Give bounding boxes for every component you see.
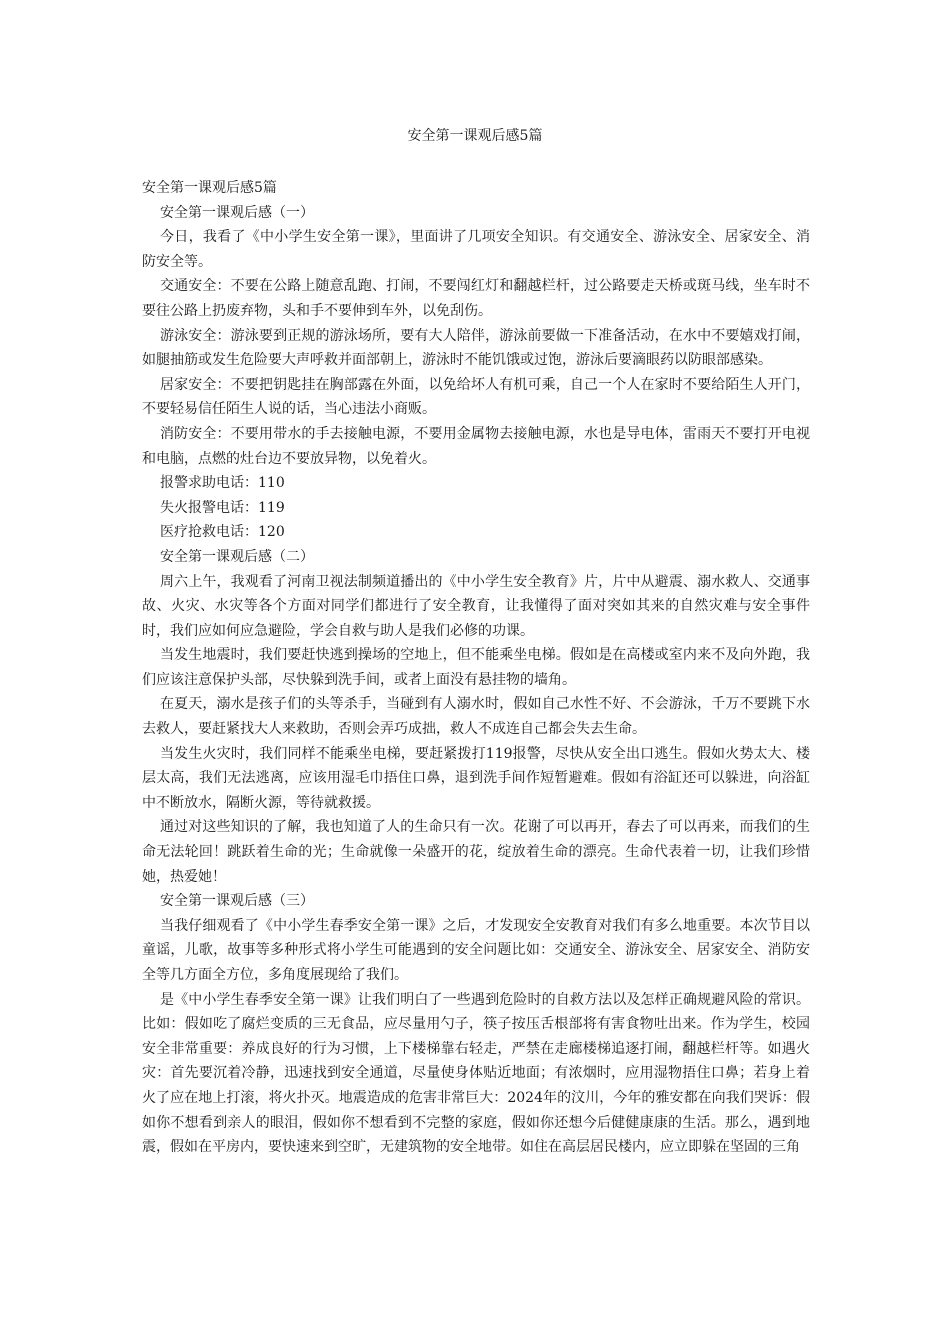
paragraph: 安全第一课观后感（一） <box>160 204 314 221</box>
paragraph: 消防安全：不要用带水的手去接触电源，不要用金属物去接触电源，水也是导电体，雷雨天不要打开电视和电脑，点燃的灶台边不要放异物，以免着火。 <box>142 425 810 467</box>
paragraph: 在夏天，溺水是孩子们的头等杀手，当碰到有人溺水时，假如自己水性不好、不会游泳，千万不要跳下水去救人，要赶紧找大人来救助，否则会弄巧成拙，救人不成连自己都会失去生命。 <box>142 696 810 738</box>
paragraph: 交通安全：不要在公路上随意乱跑、打闹，不要闯红灯和翻越栏杆，过公路要走天桥或斑马线，坐车时不要往公路上扔废弃物，头和手不要伸到车外，以免刮伤。 <box>142 278 810 319</box>
paragraph: 医疗抢救电话：120 <box>160 524 285 541</box>
paragraph: 今日，我看了《中小学生安全第一课》，里面讲了几项安全知识。有交通安全、游泳安全、居家安全、消防安全等。 <box>142 229 810 270</box>
paragraph: 安全第一课观后感（三） <box>160 893 314 910</box>
paragraph: 安全第一课观后感（二） <box>160 548 314 565</box>
paragraph: 当我仔细观看了《中小学生春季安全第一课》之后，才发现安全安教育对我们有多么地重要。本次节目以童谣，儿歌，故事等多种形式将小学生可能遇到的安全问题比如：交通安全、游泳安全、居家安全、消防安全等几方面全方位，多角度展现给了我们。 <box>142 917 810 983</box>
paragraph: 安全第一课观后感5篇 <box>142 180 277 196</box>
document-body <box>142 176 810 1160</box>
paragraph: 通过对这些知识的了解，我也知道了人的生命只有一次。花谢了可以再开，春去了可以再来，而我们的生命无法轮回！跳跃着生命的光；生命就像一朵盛开的花，绽放着生命的漂亮。生命代表着一切，让我们珍惜她，热爱她！ <box>142 819 810 885</box>
paragraph: 当发生火灾时，我们同样不能乘坐电梯，要赶紧拨打119报警，尽快从安全出口逃生。假如火势太大、楼层太高，我们无法逃离，应该用湿毛巾捂住口鼻，退到洗手间作短暂避难。假如有浴缸还可以躲进，向浴缸中不断放水，隔断火源，等待就救援。 <box>142 745 810 811</box>
paragraph: 当发生地震时，我们要赶快逃到操场的空地上，但不能乘坐电梯。假如是在高楼或室内来不及向外跑，我们应该注意保护头部，尽快躲到洗手间，或者上面没有悬挂物的墙角。 <box>142 647 810 688</box>
paragraph: 失火报警电话：119 <box>160 499 285 516</box>
paragraph: 是《中小学生春季安全第一课》让我们明白了一些遇到危险时的自救方法以及怎样正确规避风险的常识。比如：假如吃了腐烂变质的三无食品，应尽量用勺子，筷子按压舌根部将有害食物吐出来。作为学生，校园安全非常重要：养成良好的行为习惯，上下楼梯靠右轻走，严禁在走廊楼梯追逐打闹，翻越栏杆等。如遇火灾：首先要沉着冷静，迅速找到安全通道，尽量使身体贴近地面；有浓烟时，应用湿物捂住口鼻；若身上着火了应在地上打滚，将火扑灭。地震造成的危害非常巨大：2024年的汶川，今年的雅安都在向我们哭诉：假如你不想看到亲人的眼泪，假如你不想看到不完整的家庭，假如你还想今后健健康康的生活。那么，遇到地震，假如在平房内，要快速来到空旷，无建筑物的安全地带。如住在高层居民楼内，应立即躲在坚固的三角 <box>142 991 810 1156</box>
document-title: 安全第一课观后感5篇 <box>407 128 543 144</box>
paragraph: 游泳安全：游泳要到正规的游泳场所，要有大人陪伴，游泳前要做一下准备活动，在水中不要嬉戏打闹，如腿抽筋或发生危险要大声呼救并面部朝上，游泳时不能饥饿或过饱，游泳后要滴眼药以防眼部感染。 <box>142 327 810 369</box>
paragraph: 居家安全：不要把钥匙挂在胸部露在外面，以免给坏人有机可乘，自己一个人在家时不要给陌生人开门，不要轻易信任陌生人说的话，当心违法小商贩。 <box>142 376 810 418</box>
paragraph: 报警求助电话：110 <box>160 475 285 492</box>
paragraph: 周六上午，我观看了河南卫视法制频道播出的《中小学生安全教育》片，片中从避震、溺水救人、交通事故、火灾、水灾等各个方面对同学们都进行了安全教育，让我懂得了面对突如其来的自然灾难与安全事件时，我们应如何应急避险，学会自救与助人是我们必修的功课。 <box>142 573 810 639</box>
